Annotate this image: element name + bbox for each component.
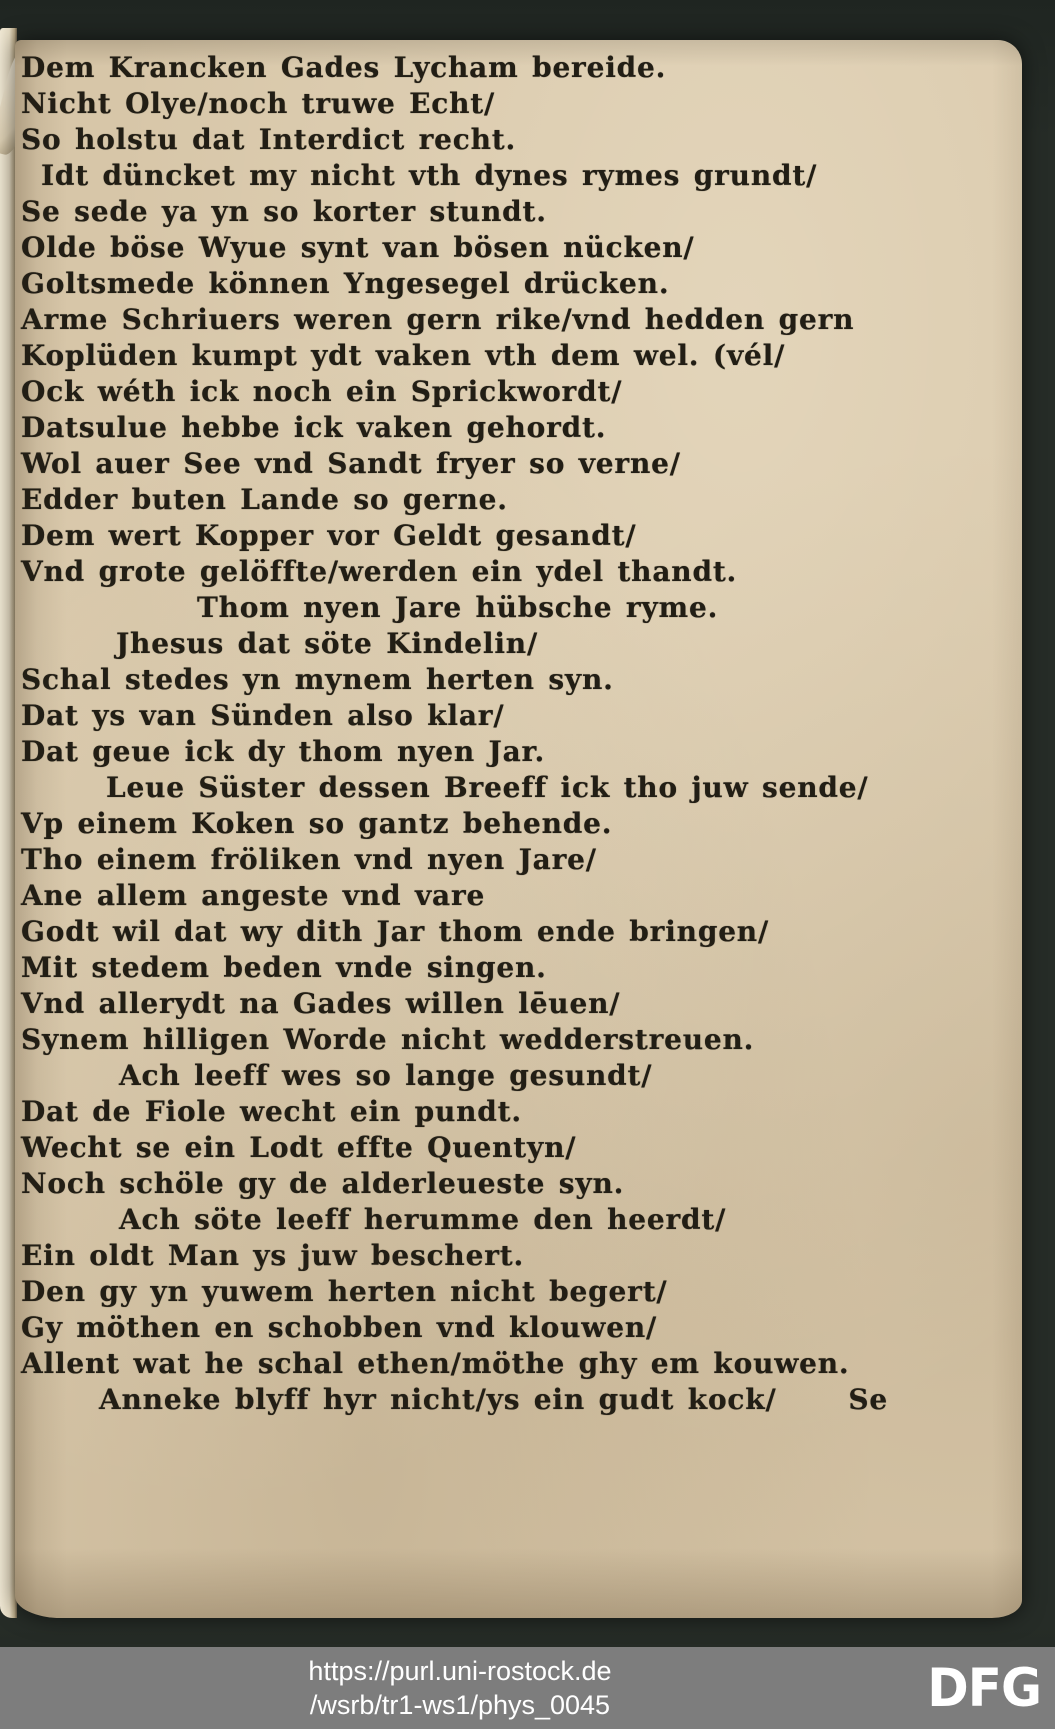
text-line: Nicht Olye/noch truwe Echt/ [21,87,496,120]
text-line: Ein oldt Man ys juw beschert. [21,1239,525,1272]
text-line: Thom nyen Jare hübsche ryme. [197,591,719,624]
dfg-logo: DFG [927,1657,1041,1719]
text-line: Dat geue ick dy thom nyen Jar. [21,735,546,768]
book-page-scan [15,40,1022,1618]
text-line: Ane allem angeste vnd vare [21,879,486,912]
url-line-1: https://purl.uni-rostock.de [308,1656,612,1686]
text-line: Dem Krancken Gades Lycham bereide. [21,51,667,84]
text-line: Anneke blyff hyr nicht/ys ein gudt kock/ Se [99,1383,888,1416]
text-line: Godt wil dat wy dith Jar thom ende bringen/ [21,915,769,948]
text-line: Leue Süster dessen Breeff ick tho juw sende/ [106,771,869,804]
text-line: Tho einem fröliken vnd nyen Jare/ [21,843,597,876]
text-line: Ach söte leeff herumme den heerdt/ [119,1203,727,1236]
text-line: Goltsmede können Yngesegel drücken. [21,267,670,300]
text-line: Ock wéth ick noch ein Sprickwordt/ [21,375,623,408]
text-line: Den gy yn yuwem herten nicht begert/ [21,1275,668,1308]
text-line: Arme Schriuers weren gern rike/vnd hedden gern [21,303,855,336]
text-line: Wol auer See vnd Sandt fryer so verne/ [21,447,681,480]
text-line: Wecht se ein Lodt effte Quentyn/ [21,1131,577,1164]
text-line: Jhesus dat söte Kindelin/ [116,627,538,660]
text-line: Noch schöle gy de alderleueste syn. [21,1167,625,1200]
footer-bar [0,1647,1055,1729]
text-line: Idt düncket my nicht vth dynes rymes grundt/ [41,159,818,192]
text-line: Ach leeff wes so lange gesundt/ [119,1059,653,1092]
text-line: Dat ys van Sünden also klar/ [21,699,505,732]
text-line: Allent wat he schal ethen/möthe ghy em kouwen. [21,1347,850,1380]
text-line: Dem wert Kopper vor Geldt gesandt/ [21,519,637,552]
text-line: Vp einem Koken so gantz behende. [21,807,613,840]
catchword: Se [848,1383,888,1416]
text-line: So holstu dat Interdict recht. [21,123,517,156]
text-line: Gy möthen en schobben vnd klouwen/ [21,1311,658,1344]
text-line: Edder buten Lande so gerne. [21,483,508,516]
persistent-url [0,1654,920,1722]
url-line-2: /wsrb/tr1-ws1/phys_0045 [309,1690,611,1720]
text-line: Olde böse Wyue synt van bösen nücken/ [21,231,695,264]
text-line: Se sede ya yn so korter stundt. [21,195,547,228]
text-line: Datsulue hebbe ick vaken gehordt. [21,411,607,444]
text-block [21,50,1016,1418]
text-line: Vnd grote gelöffte/werden ein ydel thandt. [21,555,738,588]
text-line: Dat de Fiole wecht ein pundt. [21,1095,522,1128]
text-line: Schal stedes yn mynem herten syn. [21,663,614,696]
text-line: Koplüden kumpt ydt vaken vth dem wel. (vél/ [21,339,786,372]
text-line: Vnd allerydt na Gades willen lēuen/ [21,987,621,1020]
text-line: Synem hilligen Worde nicht wedderstreuen. [21,1023,755,1056]
text-line: Mit stedem beden vnde singen. [21,951,547,984]
